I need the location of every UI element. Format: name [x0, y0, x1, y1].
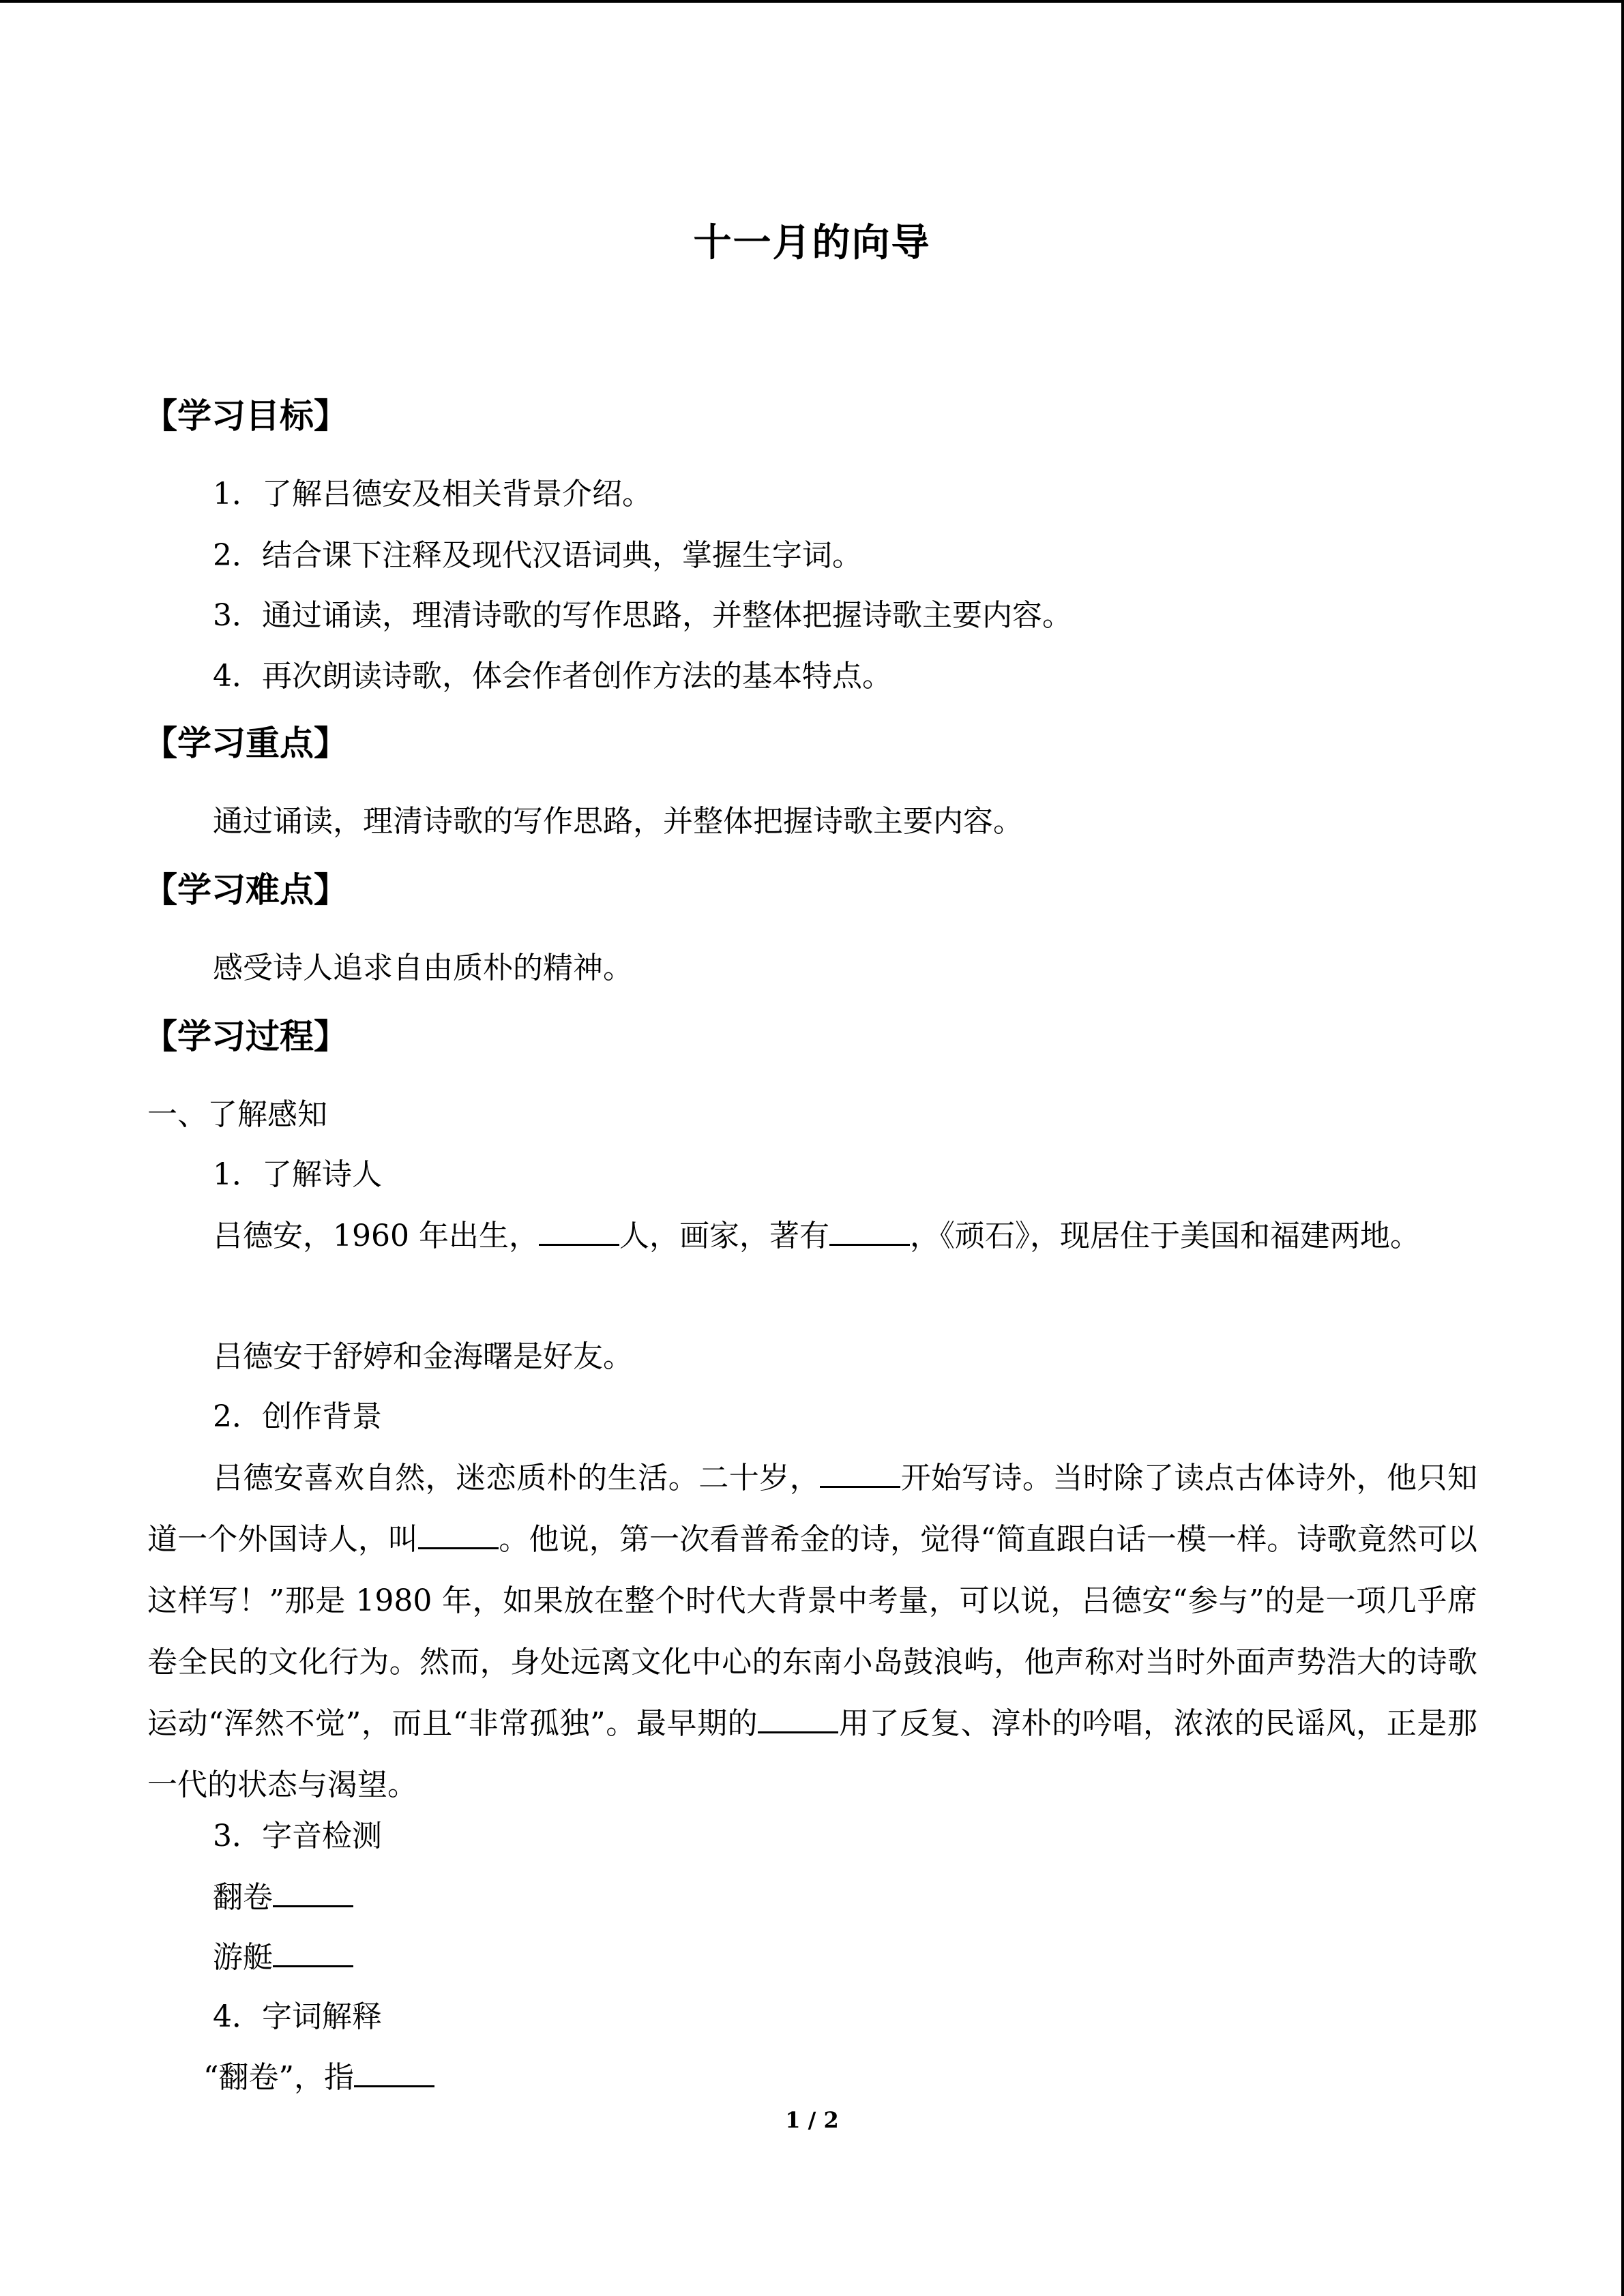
pronunciation-item — [213, 1937, 353, 1978]
focus-text: 通过诵读，理清诗歌的写作思路，并整体把握诗歌主要内容。 — [213, 804, 1023, 839]
blank-pinyin-fanjuan[interactable] — [273, 1877, 353, 1907]
explain-text: “翻卷”，指 — [203, 2060, 354, 2095]
blank-explanation[interactable] — [354, 2057, 434, 2087]
poet-intro-paragraph — [147, 1206, 1477, 1267]
bg-text-c: 。他说，第一次看普希金的诗，觉得“简直跟白话一模一样。诗歌竟然可以这样写！”那是 1980 年，如果放在整个时代大背景中考量，可以说，吕德安“参与”的是一项几乎席卷全民的文化行为。然而，身处远离文化中心的东南小岛鼓浪屿，他声称对当时外面声势浩大的诗歌运动“浑然不觉”，而且“非常孤独”。最早期的 — [147, 1522, 1478, 1741]
sub-heading-pronunciation: 3．字音检测 — [213, 1819, 382, 1853]
bg-text-d: 用了反复、淳朴的吟唱，浓浓的民谣风，正是那一代的状态与渴望。 — [147, 1706, 1478, 1802]
page-border-right — [1621, 0, 1624, 2296]
blank-hometown[interactable] — [539, 1215, 619, 1246]
heading-process: 【学习过程】 — [143, 1017, 348, 1056]
word-youting: 游艇 — [213, 1940, 273, 1975]
poet-text-a: 吕德安，1960 年出生， — [213, 1219, 539, 1253]
word-fanjuan: 翻卷 — [213, 1880, 273, 1915]
objective-item: 4．再次朗读诗歌，体会作者创作方法的基本特点。 — [213, 659, 892, 694]
objective-item: 3．通过诵读，理清诗歌的写作思路，并整体把握诗歌主要内容。 — [213, 598, 1072, 633]
heading-focus: 【学习重点】 — [143, 724, 348, 763]
part-heading: 一、了解感知 — [147, 1097, 327, 1132]
sub-heading-poet: 1．了解诗人 — [213, 1157, 382, 1192]
heading-difficulty: 【学习难点】 — [143, 870, 348, 910]
objective-item: 1．了解吕德安及相关背景介绍。 — [213, 477, 652, 511]
difficulty-text: 感受诗人追求自由质朴的精神。 — [213, 951, 633, 985]
background-paragraph — [147, 1448, 1477, 1816]
blank-place[interactable] — [820, 1457, 900, 1488]
blank-pinyin-youting[interactable] — [273, 1937, 353, 1967]
poet-friends-text: 吕德安于舒婷和金海曙是好友。 — [213, 1339, 633, 1374]
blank-works[interactable] — [829, 1215, 910, 1246]
heading-objectives: 【学习目标】 — [143, 396, 348, 436]
blank-early-works[interactable] — [758, 1703, 838, 1733]
objective-item: 2．结合课下注释及现代汉语词典，掌握生字词。 — [213, 538, 862, 573]
bg-text-a: 吕德安喜欢自然，迷恋质朴的生活。二十岁， — [213, 1461, 821, 1495]
pronunciation-item — [213, 1877, 353, 1918]
bg-text-b: 开始写诗。当时除了读点古体诗外，他只知道一个外国诗人，叫 — [147, 1461, 1478, 1557]
poet-text-b: 人，画家，著有 — [619, 1219, 829, 1253]
explanation-item — [203, 2057, 434, 2098]
page-number: 1 / 2 — [785, 2107, 839, 2133]
page-border-top — [0, 0, 1624, 3]
blank-foreign-poet[interactable] — [418, 1519, 499, 1549]
sub-heading-background: 2．创作背景 — [213, 1399, 382, 1434]
poet-text-c: ，《顽石》，现居住于美国和福建两地。 — [909, 1219, 1420, 1253]
document-title: 十一月的向导 — [693, 221, 931, 265]
sub-heading-explanation: 4．字词解释 — [213, 1999, 382, 2034]
